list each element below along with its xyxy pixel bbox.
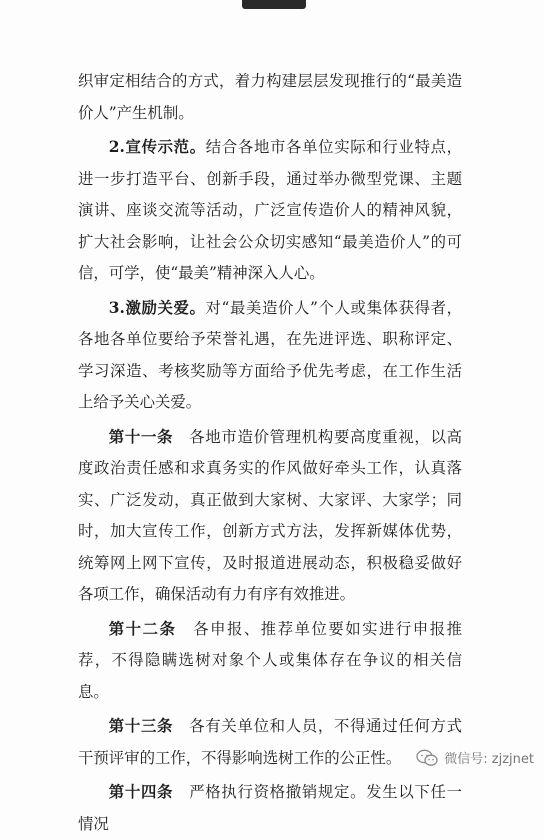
article-number: 第十一条	[108, 427, 174, 446]
document-body	[78, 66, 462, 840]
wechat-watermark	[416, 748, 534, 767]
article-12	[78, 614, 462, 709]
article-text: 各有关单位和人员，不得通过任何方式干预评审的工作，不得影响选树工作的公正性。	[78, 717, 462, 767]
watermark-text: 微信号: zjzjnet	[444, 752, 534, 767]
paragraph-text: 对“最美造价人”个人或集体获得者，各地各单位要给予荣誉礼遇，在先进评选、职称评定、学习深造、考核奖励等方面给予优先考虑，在工作生活上给予关心关爱。	[78, 298, 462, 411]
paragraph-publicity	[78, 132, 462, 290]
article-text: 严格执行资格撤销规定。发生以下任一情况	[78, 783, 462, 833]
article-number: 第十二条	[108, 619, 177, 638]
paragraph-text: 织审定相结合的方式，着力构建层层发现推行的“最美造价人”产生机制。	[78, 72, 462, 122]
paragraph-continuation	[78, 66, 462, 129]
paragraph-lead: 2.宣传示范。	[108, 138, 206, 156]
binding-mark	[242, 0, 306, 9]
article-13	[78, 711, 462, 774]
article-text: 各申报、推荐单位要如实进行申报推荐，不得隐瞒选树对象个人或集体存在争议的相关信息。	[78, 619, 462, 701]
article-14	[78, 777, 462, 840]
wechat-icon	[416, 749, 438, 767]
article-number: 第十四条	[108, 783, 174, 801]
article-number: 第十三条	[108, 717, 174, 735]
paragraph-text: 结合各地市各单位实际和行业特点，进一步打造平台、创新手段，通过举办微型党课、主题演讲、座谈交流等活动，广泛宣传造价人的精神风貌，扩大社会影响，让社会公众切实感知“最美造价人”的可信，可学，使“最美”精神深入人心。	[78, 138, 462, 282]
article-text: 各地市造价管理机构要高度重视，以高度政治责任感和求真务实的作风做好牵头工作，认真落实、广泛发动，真正做到大家树、大家评、大家学；同时，加大宣传工作，创新方式方法，发挥新媒体优势，统筹网上网下宣传，及时报道进展动态，积极稳妥做好各项工作，确保活动有力有序有效推进。	[78, 427, 462, 603]
paragraph-lead: 3.激励关爱。	[108, 298, 206, 317]
paragraph-incentive	[78, 293, 462, 419]
article-11	[78, 422, 462, 611]
